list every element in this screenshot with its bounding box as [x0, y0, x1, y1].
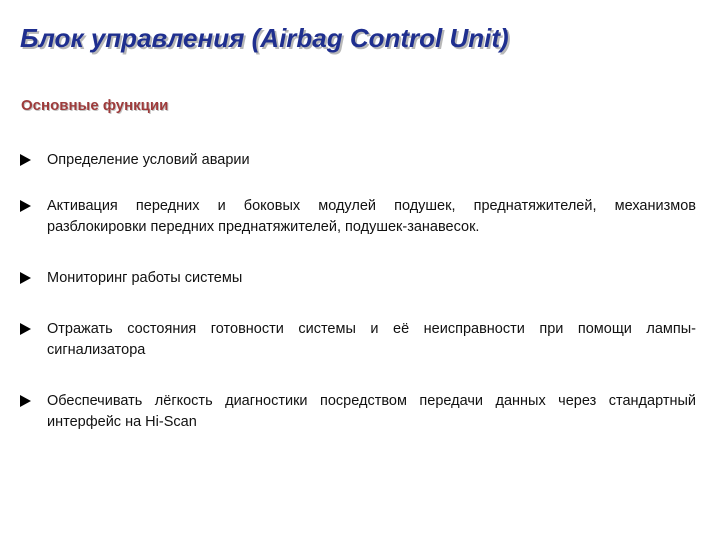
bullet-item: [20, 391, 696, 433]
slide-title: Блок управления (Airbag Control Unit): [20, 23, 509, 53]
bullet-text: Активация передних и боковых модулей подушек, преднатяжителей, механизмов разблокировки передних преднатяжителей, подушек-занавесок.: [47, 198, 696, 235]
bullet-item: [20, 150, 696, 171]
triangle-right-icon: [20, 200, 31, 212]
triangle-right-icon: [20, 323, 31, 335]
triangle-right-icon: [20, 272, 31, 284]
bullet-list: [20, 150, 696, 433]
triangle-right-icon: [20, 154, 31, 166]
triangle-right-icon: [20, 395, 31, 407]
bullet-text: Обеспечивать лёгкость диагностики посредством передачи данных через стандартный интерфейс на Hi-Scan: [47, 393, 696, 430]
bullet-text: Отражать состояния готовности системы и её неисправности при помощи лампы-сигнализатора: [47, 321, 696, 358]
bullet-item: [20, 268, 696, 289]
section-subtitle: Основные функции: [21, 97, 169, 114]
bullet-text: Определение условий аварии: [47, 152, 250, 168]
bullet-item: [20, 196, 696, 238]
bullet-item: [20, 319, 696, 361]
bullet-text: Мониторинг работы системы: [47, 270, 243, 286]
